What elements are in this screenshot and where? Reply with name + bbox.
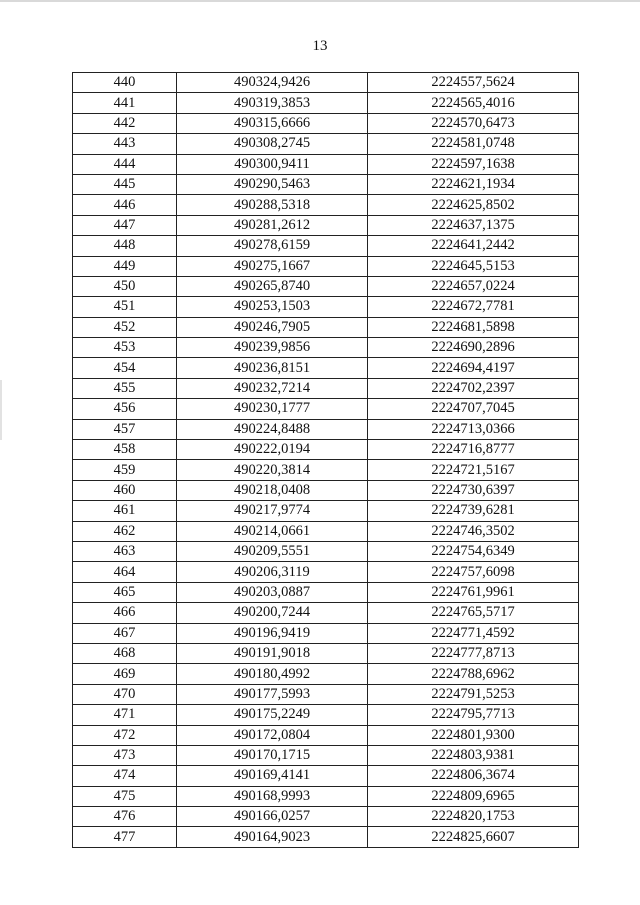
point-number-cell: 450 [73,276,177,296]
table-row [73,399,579,419]
point-number-cell: 468 [73,643,177,663]
point-number-cell: 457 [73,419,177,439]
x-coordinate-cell: 490246,7905 [177,317,368,337]
point-number-cell: 444 [73,154,177,174]
x-coordinate-cell: 490217,9774 [177,501,368,521]
x-coordinate-cell: 490180,4992 [177,664,368,684]
table-row [73,562,579,582]
point-number-cell: 442 [73,113,177,133]
y-coordinate-cell: 2224625,8502 [368,195,579,215]
point-number-cell: 456 [73,399,177,419]
point-number-cell: 474 [73,766,177,786]
table-row [73,134,579,154]
y-coordinate-cell: 2224694,4197 [368,358,579,378]
x-coordinate-cell: 490300,9411 [177,154,368,174]
table-row [73,603,579,623]
x-coordinate-cell: 490324,9426 [177,73,368,93]
table-row [73,419,579,439]
y-coordinate-cell: 2224657,0224 [368,276,579,296]
point-number-cell: 458 [73,440,177,460]
point-number-cell: 452 [73,317,177,337]
point-number-cell: 446 [73,195,177,215]
x-coordinate-cell: 490200,7244 [177,603,368,623]
point-number-cell: 463 [73,541,177,561]
table-row [73,786,579,806]
x-coordinate-cell: 490265,8740 [177,276,368,296]
point-number-cell: 464 [73,562,177,582]
table-row [73,541,579,561]
x-coordinate-cell: 490239,9856 [177,338,368,358]
y-coordinate-cell: 2224809,6965 [368,786,579,806]
point-number-cell: 476 [73,807,177,827]
page-number: 13 [312,38,328,54]
y-coordinate-cell: 2224713,0366 [368,419,579,439]
table-row [73,582,579,602]
y-coordinate-cell: 2224777,8713 [368,643,579,663]
x-coordinate-cell: 490170,1715 [177,745,368,765]
point-number-cell: 462 [73,521,177,541]
y-coordinate-cell: 2224803,9381 [368,745,579,765]
point-number-cell: 447 [73,215,177,235]
table-row [73,766,579,786]
table-row [73,154,579,174]
x-coordinate-cell: 490218,0408 [177,480,368,500]
y-coordinate-cell: 2224702,2397 [368,378,579,398]
table-row [73,480,579,500]
x-coordinate-cell: 490222,0194 [177,440,368,460]
y-coordinate-cell: 2224581,0748 [368,134,579,154]
point-number-cell: 477 [73,827,177,847]
table-row [73,725,579,745]
x-coordinate-cell: 490168,9993 [177,786,368,806]
x-coordinate-cell: 490191,9018 [177,643,368,663]
coordinates-table-body [73,73,579,848]
point-number-cell: 473 [73,745,177,765]
point-number-cell: 445 [73,174,177,194]
point-number-cell: 470 [73,684,177,704]
x-coordinate-cell: 490319,3853 [177,93,368,113]
point-number-cell: 441 [73,93,177,113]
table-row [73,684,579,704]
table-row [73,236,579,256]
y-coordinate-cell: 2224746,3502 [368,521,579,541]
point-number-cell: 443 [73,134,177,154]
coordinates-table [72,72,579,848]
table-row [73,521,579,541]
y-coordinate-cell: 2224788,6962 [368,664,579,684]
table-row [73,643,579,663]
x-coordinate-cell: 490206,3119 [177,562,368,582]
table-row [73,215,579,235]
y-coordinate-cell: 2224765,5717 [368,603,579,623]
x-coordinate-cell: 490315,6666 [177,113,368,133]
y-coordinate-cell: 2224730,6397 [368,480,579,500]
x-coordinate-cell: 490236,8151 [177,358,368,378]
x-coordinate-cell: 490169,4141 [177,766,368,786]
x-coordinate-cell: 490253,1503 [177,297,368,317]
point-number-cell: 454 [73,358,177,378]
y-coordinate-cell: 2224721,5167 [368,460,579,480]
y-coordinate-cell: 2224820,1753 [368,807,579,827]
x-coordinate-cell: 490308,2745 [177,134,368,154]
point-number-cell: 471 [73,705,177,725]
y-coordinate-cell: 2224707,7045 [368,399,579,419]
x-coordinate-cell: 490203,0887 [177,582,368,602]
table-row [73,93,579,113]
scan-edge-top [0,0,640,2]
y-coordinate-cell: 2224597,1638 [368,154,579,174]
y-coordinate-cell: 2224645,5153 [368,256,579,276]
y-coordinate-cell: 2224621,1934 [368,174,579,194]
x-coordinate-cell: 490177,5993 [177,684,368,704]
point-number-cell: 475 [73,786,177,806]
table-row [73,195,579,215]
table-row [73,338,579,358]
y-coordinate-cell: 2224716,8777 [368,440,579,460]
x-coordinate-cell: 490175,2249 [177,705,368,725]
x-coordinate-cell: 490290,5463 [177,174,368,194]
y-coordinate-cell: 2224557,5624 [368,73,579,93]
point-number-cell: 467 [73,623,177,643]
x-coordinate-cell: 490275,1667 [177,256,368,276]
y-coordinate-cell: 2224754,6349 [368,541,579,561]
y-coordinate-cell: 2224825,6607 [368,827,579,847]
point-number-cell: 440 [73,73,177,93]
table-row [73,745,579,765]
table-row [73,664,579,684]
x-coordinate-cell: 490166,0257 [177,807,368,827]
y-coordinate-cell: 2224681,5898 [368,317,579,337]
table-row [73,807,579,827]
table-row [73,174,579,194]
y-coordinate-cell: 2224757,6098 [368,562,579,582]
point-number-cell: 469 [73,664,177,684]
y-coordinate-cell: 2224570,6473 [368,113,579,133]
x-coordinate-cell: 490164,9023 [177,827,368,847]
point-number-cell: 455 [73,378,177,398]
y-coordinate-cell: 2224641,2442 [368,236,579,256]
y-coordinate-cell: 2224690,2896 [368,338,579,358]
x-coordinate-cell: 490278,6159 [177,236,368,256]
y-coordinate-cell: 2224771,4592 [368,623,579,643]
x-coordinate-cell: 490214,0661 [177,521,368,541]
y-coordinate-cell: 2224672,7781 [368,297,579,317]
point-number-cell: 449 [73,256,177,276]
point-number-cell: 460 [73,480,177,500]
y-coordinate-cell: 2224565,4016 [368,93,579,113]
y-coordinate-cell: 2224795,7713 [368,705,579,725]
x-coordinate-cell: 490288,5318 [177,195,368,215]
table-row [73,705,579,725]
x-coordinate-cell: 490230,1777 [177,399,368,419]
x-coordinate-cell: 490220,3814 [177,460,368,480]
point-number-cell: 453 [73,338,177,358]
x-coordinate-cell: 490209,5551 [177,541,368,561]
y-coordinate-cell: 2224806,3674 [368,766,579,786]
y-coordinate-cell: 2224761,9961 [368,582,579,602]
table-row [73,297,579,317]
point-number-cell: 451 [73,297,177,317]
point-number-cell: 448 [73,236,177,256]
point-number-cell: 465 [73,582,177,602]
x-coordinate-cell: 490224,8488 [177,419,368,439]
point-number-cell: 461 [73,501,177,521]
table-row [73,623,579,643]
table-row [73,440,579,460]
table-row [73,113,579,133]
x-coordinate-cell: 490172,0804 [177,725,368,745]
x-coordinate-cell: 490196,9419 [177,623,368,643]
table-row [73,317,579,337]
table-row [73,827,579,847]
x-coordinate-cell: 490232,7214 [177,378,368,398]
y-coordinate-cell: 2224791,5253 [368,684,579,704]
table-row [73,378,579,398]
point-number-cell: 459 [73,460,177,480]
table-row [73,73,579,93]
x-coordinate-cell: 490281,2612 [177,215,368,235]
table-row [73,276,579,296]
y-coordinate-cell: 2224739,6281 [368,501,579,521]
scan-edge-left [0,380,2,440]
y-coordinate-cell: 2224801,9300 [368,725,579,745]
table-row [73,460,579,480]
table-row [73,358,579,378]
point-number-cell: 472 [73,725,177,745]
table-row [73,501,579,521]
table-row [73,256,579,276]
point-number-cell: 466 [73,603,177,623]
y-coordinate-cell: 2224637,1375 [368,215,579,235]
